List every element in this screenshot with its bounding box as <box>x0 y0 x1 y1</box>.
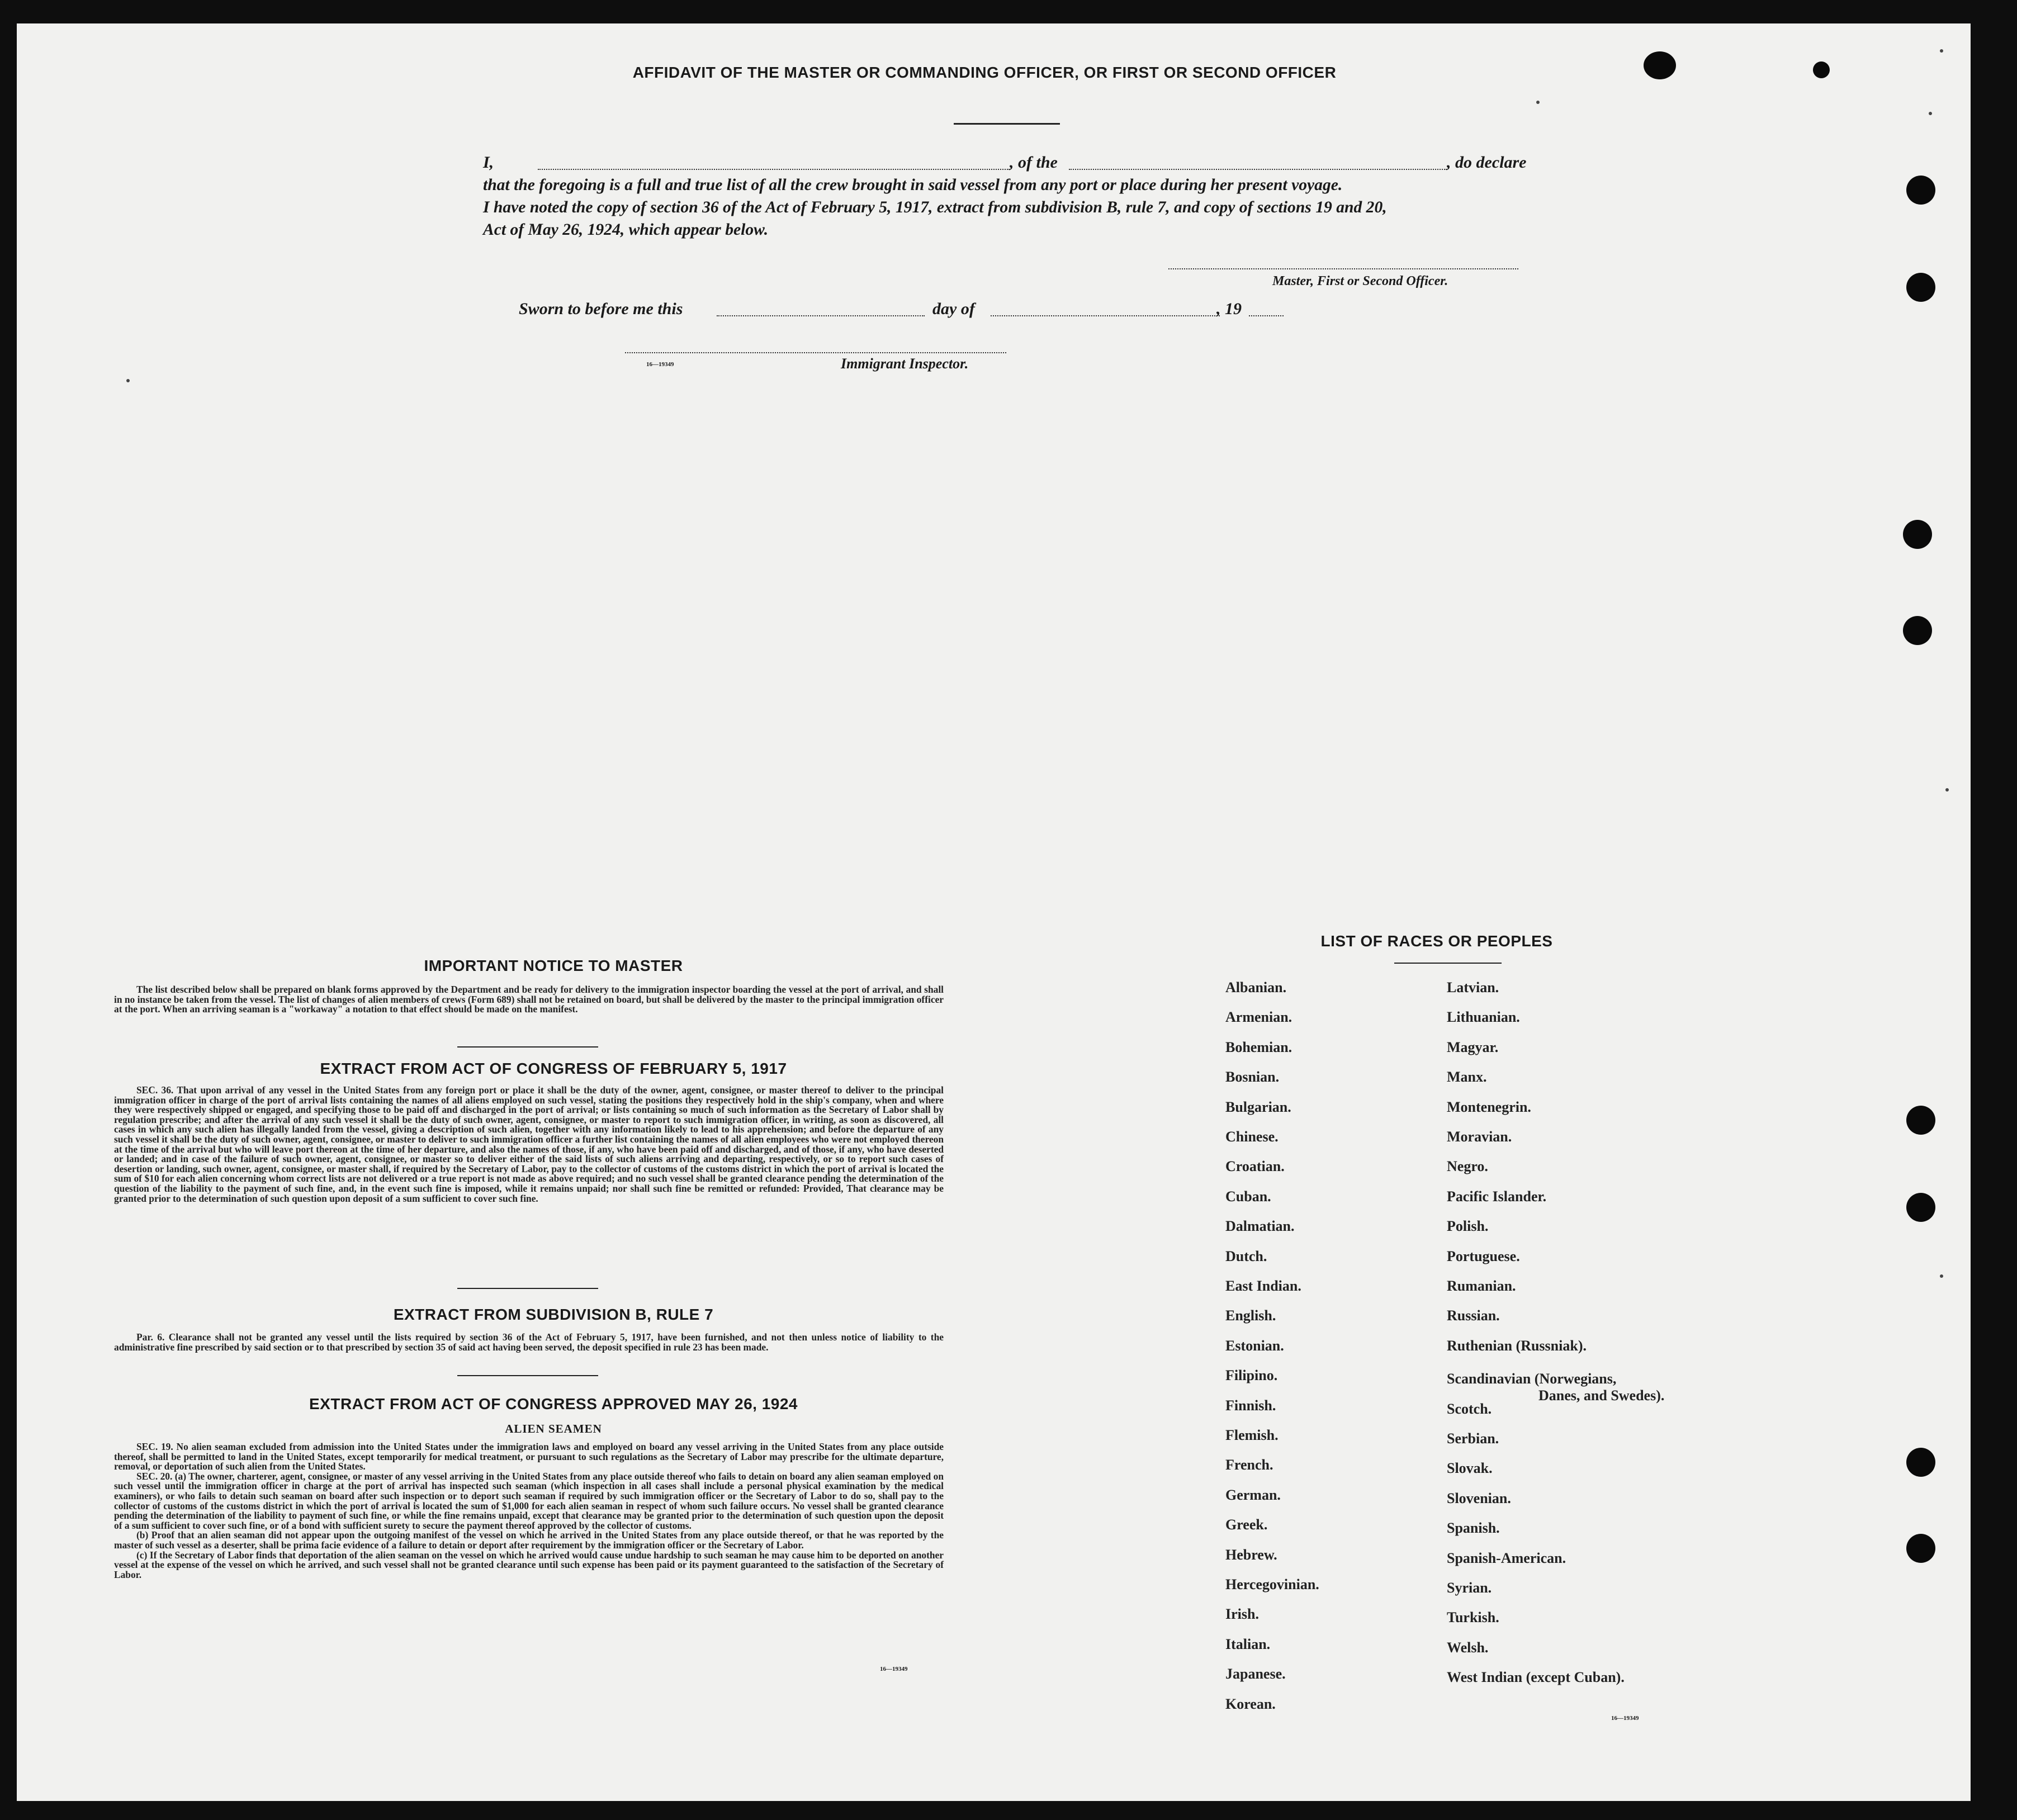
race-item: French. <box>1225 1457 1273 1473</box>
sec-20b-paragraph: (b) Proof that an alien seaman did not appear upon the outgoing manifest of the vessel on which he arrived in the United States from any place outside thereof, or that he was reported by the master of such vessel as a deserter, shall be prima facie evidence of a failure to detain or deport after requirement by the immigration officer or the Secretary of Labor. <box>114 1529 944 1551</box>
race-item: Chinese. <box>1225 1129 1279 1145</box>
race-item: Pacific Islander. <box>1447 1188 1547 1205</box>
race-item: East Indian. <box>1225 1278 1301 1294</box>
race-item: Hebrew. <box>1225 1546 1277 1563</box>
race-item: Portuguese. <box>1447 1248 1520 1264</box>
race-item: Korean. <box>1225 1695 1276 1712</box>
race-item: Manx. <box>1447 1069 1487 1086</box>
race-item: Armenian. <box>1225 1009 1292 1026</box>
race-item: Ruthenian (Russniak). <box>1447 1337 1587 1354</box>
extract-1924-text <box>114 1442 944 1580</box>
sec-36-paragraph: SEC. 36. That upon arrival of any vessel in the United States from any foreign port or place it shall be the duty of the owner, agent, consignee, or master thereof to deliver to the principal immigration officer in charge of the port of arrival lists containing the names of all aliens employed on such vessel, stating the positions they respectively hold in the ship's company, when and where they were respectively shipped or engaged, and specifying those to be paid off and discharged in the port of arrival; or lists containing so much of such information as the Secretary of Labor shall by regulation prescribe; and after the arrival of any such vessel it shall be the duty of such owner, agent, consignee, or master to report to such immigration officer, in writing, as soon as discovered, all cases in which any such alien has illegally landed from the vessel, giving a description of such alien, together with any information likely to lead to his apprehension; and before the departure of any such vessel it shall be the duty of such owner, agent, consignee, or master to deliver to such immigration officer a further list containing the names of all alien employees who were not employed thereon at the time of the arrival but who will leave port thereon at the time of her departure, and also the names of those, if any, who have been paid off and discharged, and of those, if any, who have deserted or landed; and in case of the failure of such owner, agent, consignee, or master so to deliver either of the said lists of such aliens arriving and departing, respectively, or so to report such cases of desertion or landing, such owner, agent, consignee, or master shall, if required by the Secretary of Labor, pay to the collector of customs of the customs district in which the port of arrival is located the sum of $10 for each alien concerning whom correct lists are not delivered or a true report is not made as above required; and no such vessel shall be granted clearance pending the determination of the question of the liability to the payment of such fine, and, in the event such fine is imposed, while it remains unpaid; nor shall such fine be remitted or refunded: Provided, That clearance may be granted prior to the determination of such question upon deposit of a sum sufficient to cover such fine. <box>114 1084 944 1204</box>
race-item: Syrian. <box>1447 1580 1492 1596</box>
race-item: Lithuanian. <box>1447 1009 1520 1026</box>
binder-hole <box>1906 1448 1935 1477</box>
race-item: Finnish. <box>1225 1397 1276 1414</box>
notice-title: IMPORTANT NOTICE TO MASTER <box>424 957 683 974</box>
race-item: English. <box>1225 1307 1276 1324</box>
race-item: Cuban. <box>1225 1188 1271 1205</box>
race-item: Danes, and Swedes). <box>1538 1387 1665 1404</box>
race-item: Dutch. <box>1225 1248 1267 1264</box>
binder-hole <box>1813 61 1830 78</box>
affidavit-line-3: I have noted the copy of section 36 of the Act of February 5, 1917, extract from subdivision B, rule 7, and copy of sections 19 and 20, <box>483 198 1387 216</box>
declarant-name-field[interactable] <box>538 169 1010 170</box>
race-item: Scotch. <box>1447 1400 1492 1417</box>
binder-hole <box>1906 1193 1935 1222</box>
affidavit-of-the-label: , of the <box>1010 153 1058 172</box>
race-item: Montenegrin. <box>1447 1098 1531 1115</box>
race-item: Estonian. <box>1225 1337 1284 1354</box>
races-title: LIST OF RACES OR PEOPLES <box>1320 932 1553 950</box>
ink-speck <box>1945 788 1949 791</box>
race-item: Japanese. <box>1225 1666 1286 1682</box>
extract-1917-title: EXTRACT FROM ACT OF CONGRESS OF FEBRUARY 5, 1917 <box>320 1060 787 1077</box>
vessel-name-field[interactable] <box>1069 169 1447 170</box>
sworn-day-field[interactable] <box>717 315 925 316</box>
race-item: Welsh. <box>1447 1639 1489 1656</box>
extract-rule7-title: EXTRACT FROM SUBDIVISION B, RULE 7 <box>393 1306 714 1323</box>
day-of-label: day of <box>932 300 975 318</box>
ink-speck <box>1929 112 1932 115</box>
master-signature-label: Master, First or Second Officer. <box>1272 274 1448 288</box>
ink-speck <box>1940 1274 1943 1278</box>
inspector-label: Immigrant Inspector. <box>841 356 969 372</box>
race-item: Negro. <box>1447 1158 1488 1175</box>
race-item: Bulgarian. <box>1225 1098 1291 1115</box>
race-item: Serbian. <box>1447 1430 1499 1447</box>
year-prefix-label: , 19 <box>1216 300 1242 318</box>
race-item: Filipino. <box>1225 1367 1278 1384</box>
binder-hole <box>1906 1534 1935 1563</box>
race-item: Hercegovinian. <box>1225 1576 1319 1593</box>
race-item: Slovak. <box>1447 1460 1493 1477</box>
notice-paragraph: The list described below shall be prepared on blank forms approved by the Department and be ready for delivery to the immigration inspector boarding the vessel at the port of arrival, and shall in no instance be taken from the vessel. The list of changes of alien members of crews (Form 689) shall not be retained on board, but shall be delivered by the master to the principal immigration officer at the port. When an arriving seaman is a "workaway" a notation to that effect should be made on the manifest. <box>114 984 944 1015</box>
extract-1917-text <box>114 1086 944 1203</box>
race-item: West Indian (except Cuban). <box>1447 1669 1625 1686</box>
race-item: Albanian. <box>1225 979 1287 996</box>
sec-19-paragraph: SEC. 19. No alien seaman excluded from admission into the United States under the immigration laws and employed on board any vessel arriving in the United States from any place outside thereof, shall be permitted to land in the United States, except temporarily for medical treatment, or pursuant to such regulations as the Secretary of Labor may prescribe for the ultimate departure, removal, or deportation of such alien from the United States. <box>114 1441 944 1472</box>
race-item: Latvian. <box>1447 979 1499 996</box>
race-item: Dalmatian. <box>1225 1218 1295 1235</box>
race-item: Moravian. <box>1447 1129 1512 1145</box>
binder-hole <box>1906 1106 1935 1135</box>
affidavit-line-2: that the foregoing is a full and true list of all the crew brought in said vessel from any port or place during her present voyage. <box>483 176 1343 194</box>
affidavit-form-number: 16—19349 <box>646 361 674 368</box>
section-divider <box>457 1046 598 1048</box>
notice-text <box>114 985 944 1015</box>
extract-form-number: 16—19349 <box>880 1666 908 1672</box>
section-divider <box>457 1288 598 1289</box>
race-item: Rumanian. <box>1447 1278 1516 1294</box>
affidavit-title: AFFIDAVIT OF THE MASTER OR COMMANDING OFFICER, OR FIRST OR SECOND OFFICER <box>632 64 1337 81</box>
race-item: Polish. <box>1447 1218 1489 1235</box>
race-item: Magyar. <box>1447 1039 1499 1055</box>
race-item: Spanish-American. <box>1447 1549 1566 1566</box>
ink-speck <box>1940 49 1943 53</box>
extract-1924-title: EXTRACT FROM ACT OF CONGRESS APPROVED MAY 26, 1924 <box>309 1395 798 1413</box>
race-item: Croatian. <box>1225 1158 1285 1175</box>
race-item: Italian. <box>1225 1636 1271 1652</box>
race-item: Turkish. <box>1447 1609 1499 1626</box>
title-divider <box>954 123 1060 125</box>
sworn-year-field[interactable] <box>1249 315 1284 316</box>
ink-speck <box>126 379 130 382</box>
race-item: Flemish. <box>1225 1427 1279 1443</box>
race-item: Bohemian. <box>1225 1039 1292 1055</box>
affidavit-i-label: I, <box>483 153 494 172</box>
section-divider <box>457 1375 598 1376</box>
binder-hole <box>1906 176 1935 205</box>
race-item: Spanish. <box>1447 1520 1500 1537</box>
binder-hole <box>1903 520 1932 549</box>
sworn-month-field[interactable] <box>991 315 1220 316</box>
binder-hole <box>1906 273 1935 302</box>
affidavit-line-4: Act of May 26, 1924, which appear below. <box>483 221 769 239</box>
sworn-label: Sworn to before me this <box>519 300 683 318</box>
race-item: Bosnian. <box>1225 1069 1280 1086</box>
race-item: Russian. <box>1447 1307 1500 1324</box>
ink-speck <box>1536 101 1540 104</box>
race-item: Slovenian. <box>1447 1490 1511 1506</box>
race-item: Scandinavian (Norwegians, <box>1447 1371 1617 1387</box>
alien-seamen-subtitle: ALIEN SEAMEN <box>505 1422 602 1435</box>
race-item: Greek. <box>1225 1516 1268 1533</box>
extract-rule7-text <box>114 1333 944 1352</box>
race-item: Irish. <box>1225 1606 1259 1623</box>
binder-hole <box>1903 616 1932 645</box>
sec-20c-paragraph: (c) If the Secretary of Labor finds that deportation of the alien seaman on the vessel on which he arrived would cause undue hardship to such seaman he may cause him to be deported on another vessel at the expense of the vessel on which he arrived, and such vessel shall not be granted clearance until such expense has been paid or its payment guaranteed to the satisfaction of the Secretary of Labor. <box>114 1549 944 1580</box>
race-item: German. <box>1225 1486 1281 1503</box>
affidavit-declare-label: , do declare <box>1447 153 1527 172</box>
par-6-paragraph: Par. 6. Clearance shall not be granted any vessel until the lists required by section 36 of the Act of February 5, 1917, have been furnished, and not then unless notice of liability to the administrative fine prescribed by said section or to that prescribed by section 35 of said act having been served, the deposit specified in rule 23 has been made. <box>114 1331 944 1353</box>
races-title-divider <box>1394 963 1502 964</box>
races-form-number: 16—19349 <box>1611 1715 1639 1722</box>
binder-hole <box>1644 51 1676 79</box>
sec-20a-paragraph: SEC. 20. (a) The owner, charterer, agent, consignee, or master of any vessel arriving in the United States from any place outside thereof who fails to detain on board any alien seaman employed on such vessel until the immigration officer in charge at the port of arrival has inspected such seaman (which inspection in all cases shall include a personal physical examination by the medical examiners), or who fails to detain such seaman on board after such inspection or to deport such seaman if required by such immigration officer or the Secretary of Labor to do so, shall pay to the collector of customs of the customs district in which the port of arrival is located the sum of $1,000 for each alien seaman in respect of whom such failure occurs. No vessel shall be granted clearance pending the determination of the liability to payment of such fine, or while the fine remains unpaid, except that clearance may be granted prior to the determination of such question upon the deposit of a sum sufficient to cover such fine, or of a bond with sufficient surety to secure the payment thereof approved by the collector of customs. <box>114 1470 944 1531</box>
